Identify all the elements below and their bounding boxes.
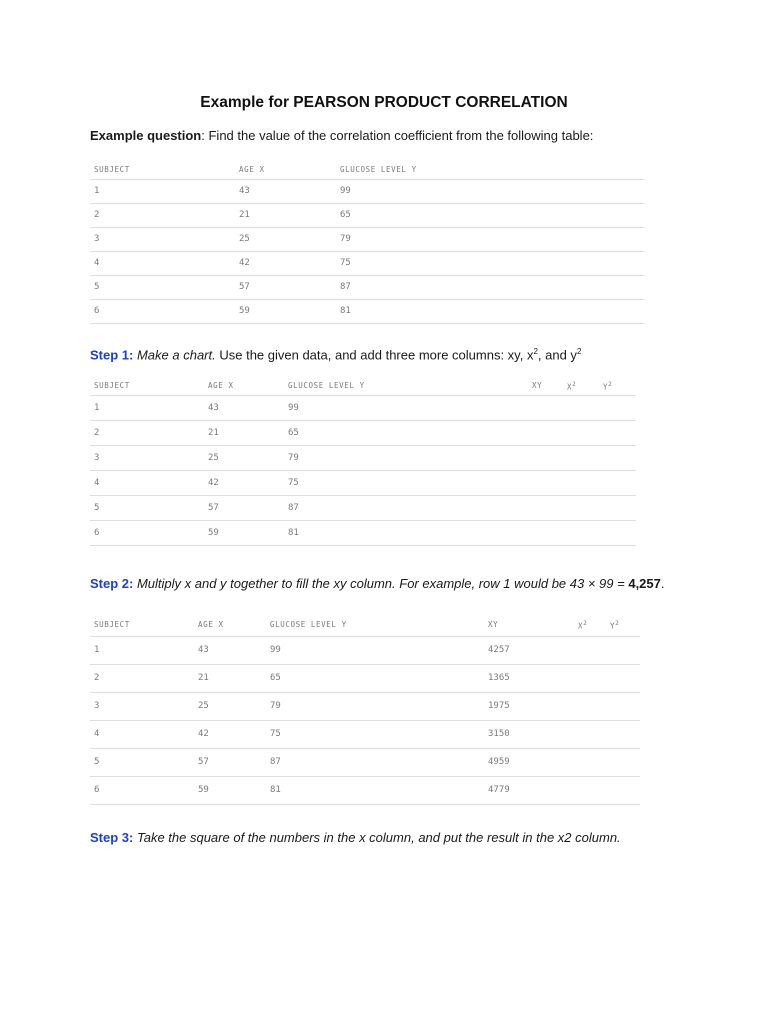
cell-age-x: 43	[239, 186, 250, 196]
cell-glucose-y: 81	[340, 306, 351, 316]
step-1-sup-a: 2	[533, 347, 538, 356]
table-row	[90, 421, 636, 446]
cell-age-x: 57	[239, 282, 250, 292]
table-row	[90, 749, 640, 777]
table-header	[90, 158, 645, 180]
cell-glucose-y: 81	[288, 528, 299, 538]
table-row	[90, 777, 640, 805]
cell-age-x: 59	[239, 306, 250, 316]
cell-xy: 4779	[488, 785, 510, 795]
table-row	[90, 276, 645, 300]
cell-glucose-y: 75	[340, 258, 351, 268]
table-header	[90, 374, 636, 396]
cell-xy: 1365	[488, 673, 510, 683]
cell-glucose-y: 65	[340, 210, 351, 220]
cell-glucose-y: 75	[270, 729, 281, 739]
cell-subject: 2	[94, 210, 100, 220]
table-row	[90, 496, 636, 521]
cell-age-x: 57	[198, 757, 209, 767]
question-label: Example question	[90, 128, 202, 143]
header-xy: XY	[488, 620, 499, 629]
cell-age-x: 57	[208, 503, 219, 513]
cell-glucose-y: 87	[270, 757, 281, 767]
step-3-italic: Take the square of the numbers in the x column, and put the result in the x2 column.	[136, 830, 621, 845]
cell-subject: 5	[94, 282, 100, 292]
cell-subject: 1	[94, 403, 100, 413]
cell-xy: 1975	[488, 701, 510, 711]
cell-glucose-y: 81	[270, 785, 281, 795]
cell-subject: 2	[94, 428, 100, 438]
cell-glucose-y: 65	[270, 673, 281, 683]
cell-glucose-y: 79	[288, 453, 299, 463]
header-x-squared: $X^2$	[567, 381, 577, 392]
cell-age-x: 42	[239, 258, 250, 268]
cell-subject: 4	[94, 258, 100, 268]
header-x-squared: $X^2$	[578, 620, 588, 631]
cell-age-x: 43	[208, 403, 219, 413]
cell-age-x: 21	[239, 210, 250, 220]
cell-subject: 6	[94, 528, 100, 538]
cell-subject: 5	[94, 757, 100, 767]
step-2-italic: Multiply x and y together to fill the xy column. For example, row 1 would be 43 × 99 =	[136, 576, 625, 591]
cell-age-x: 59	[208, 528, 219, 538]
step-1-italic: Make a chart.	[136, 347, 216, 363]
cell-subject: 1	[94, 186, 100, 196]
table-row	[90, 693, 640, 721]
cell-xy: 3150	[488, 729, 510, 739]
step-1-text-b: , and y	[537, 347, 577, 363]
step-1-label: Step 1:	[90, 347, 134, 363]
example-question	[90, 128, 593, 143]
cell-age-x: 42	[208, 478, 219, 488]
cell-subject: 3	[94, 234, 100, 244]
cell-age-x: 42	[198, 729, 209, 739]
table-row	[90, 180, 645, 204]
step-2-tail: .	[660, 576, 665, 591]
cell-subject: 6	[94, 306, 100, 316]
table-row	[90, 252, 645, 276]
cell-age-x: 25	[239, 234, 250, 244]
step-2-bold: 4,257	[628, 576, 661, 591]
step-3-paragraph	[90, 830, 621, 845]
cell-subject: 5	[94, 503, 100, 513]
cell-subject: 4	[94, 729, 100, 739]
table-row	[90, 471, 636, 496]
table-row	[90, 204, 645, 228]
header-subject: SUBJECT	[94, 165, 130, 174]
table-row	[90, 228, 645, 252]
header-y-squared: $Y^2$	[603, 381, 613, 392]
cell-age-x: 21	[198, 673, 209, 683]
cell-subject: 3	[94, 701, 100, 711]
step-2-label: Step 2:	[90, 576, 134, 591]
table-row	[90, 396, 636, 421]
header-subject: SUBJECT	[94, 620, 130, 629]
cell-glucose-y: 99	[288, 403, 299, 413]
header-subject: SUBJECT	[94, 381, 130, 390]
cell-glucose-y: 99	[270, 645, 281, 655]
cell-age-x: 21	[208, 428, 219, 438]
header-age-x: AGE X	[239, 165, 265, 174]
header-age-x: AGE X	[198, 620, 224, 629]
data-table-3	[90, 612, 640, 805]
table-row	[90, 446, 636, 471]
step-1-text-a: Use the given data, and add three more columns: xy, x	[215, 347, 534, 363]
cell-glucose-y: 79	[340, 234, 351, 244]
page-title: Example for PEARSON PRODUCT CORRELATION	[200, 94, 568, 111]
cell-glucose-y: 65	[288, 428, 299, 438]
cell-glucose-y: 75	[288, 478, 299, 488]
data-table-2	[90, 374, 636, 546]
cell-glucose-y: 79	[270, 701, 281, 711]
data-table-1	[90, 158, 645, 324]
table-row	[90, 637, 640, 665]
cell-subject: 4	[94, 478, 100, 488]
step-1-sup-b: 2	[576, 347, 582, 356]
cell-age-x: 25	[198, 701, 209, 711]
cell-subject: 6	[94, 785, 100, 795]
cell-age-x: 59	[198, 785, 209, 795]
header-glucose-y: GLUCOSE LEVEL Y	[288, 381, 365, 390]
cell-age-x: 43	[198, 645, 209, 655]
question-separator: :	[201, 128, 205, 143]
cell-subject: 2	[94, 673, 100, 683]
header-y-squared: $Y^2$	[610, 620, 620, 631]
table-row	[90, 665, 640, 693]
question-text: Find the value of the correlation coefficient from the following table:	[204, 128, 594, 143]
cell-subject: 3	[94, 453, 100, 463]
header-glucose-y: GLUCOSE LEVEL Y	[270, 620, 347, 629]
header-glucose-y: GLUCOSE LEVEL Y	[340, 165, 417, 174]
cell-glucose-y: 87	[340, 282, 351, 292]
header-xy: XY	[532, 381, 543, 390]
cell-glucose-y: 99	[340, 186, 351, 196]
table-row	[90, 721, 640, 749]
table-row	[90, 521, 636, 546]
cell-age-x: 25	[208, 453, 219, 463]
cell-xy: 4257	[488, 645, 510, 655]
cell-glucose-y: 87	[288, 503, 299, 513]
step-3-label: Step 3:	[90, 830, 134, 845]
header-age-x: AGE X	[208, 381, 234, 390]
cell-xy: 4959	[488, 757, 510, 767]
step-2-paragraph	[90, 576, 665, 591]
table-row	[90, 300, 645, 324]
cell-subject: 1	[94, 645, 100, 655]
step-1-paragraph	[90, 347, 581, 362]
table-header	[90, 612, 640, 637]
